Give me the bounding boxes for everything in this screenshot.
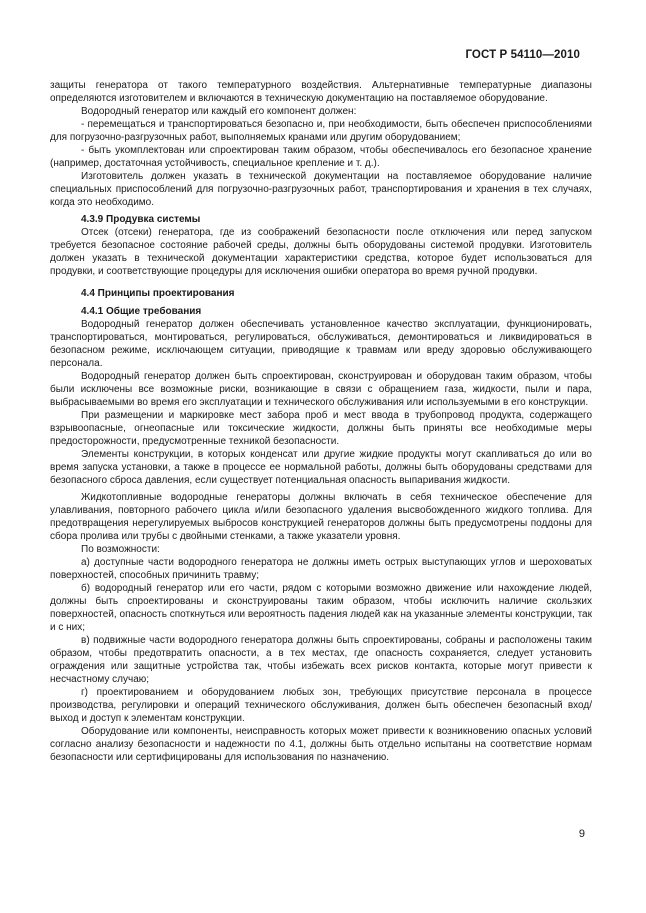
section-heading: 4.3.9 Продувка системы [81, 214, 201, 225]
document-number: ГОСТ Р 54110—2010 [465, 49, 580, 61]
paragraph: Жидкотопливные водородные генераторы должны включать в себя техническое обеспечение для улавливания, повторного рабочего цикла и/или безопасного удаления высвобожденного жидкого топлива. Для предотвращения нерегулируемых выбросов конструкцией генераторов должны быть предусмотрены поддоны для сбора пролива или трубы с двойными стенками, а также указатели уровня. [50, 492, 592, 542]
paragraph: - перемещаться и транспортироваться безопасно и, при необходимости, быть обеспечен приспособлениями для погрузочно-разгрузочных работ, выполняемых кранами или другим оборудованием; [50, 119, 592, 143]
paragraph: - быть укомплектован или спроектирован таким образом, чтобы обеспечивалось его безопасное хранение (например, достаточная устойчивость, специальное крепление и т. д.). [50, 145, 592, 169]
page-number: 9 [578, 828, 585, 840]
paragraph: б) водородный генератор или его части, рядом с которыми возможно движение или нахождение людей, должны быть спроектированы и сконструированы таким образом, чтобы исключить наличие скользких поверхностей, опасность споткнуться или вероятность падения людей как на указанные элементы конструкции, так и с них; [50, 583, 592, 633]
paragraph: в) подвижные части водородного генератора должны быть спроектированы, собраны и расположены таким образом, чтобы предотвратить опасности, а в тех местах, где опасность сохраняется, следует установить ограждения или защитные устройства так, чтобы избежать всех рисков контакта, которые могут привести к несчастному случаю; [50, 635, 592, 685]
paragraph: а) доступные части водородного генератора не должны иметь острых выступающих углов и шероховатых поверхностей, способных причинить травму; [50, 557, 592, 581]
paragraph: г) проектированием и оборудованием любых зон, требующих присутствие персонала в процессе производства, регулировки и операций технического обслуживания, должен быть обеспечен безопасный вход/выход и доступ к элементам конструкции. [50, 687, 592, 724]
paragraph: Изготовитель должен указать в технической документации на поставляемое оборудование наличие специальных приспособлений для погрузочно-разгрузочных работ, транспортирования и хранения в тех случаях, когда это необходимо. [50, 171, 592, 208]
paragraph: защиты генератора от такого температурного воздействия. Альтернативные температурные диапазоны определяются изготовителем и включаются в техническую документацию на поставляемое оборудование. [50, 80, 592, 104]
paragraph: Оборудование или компоненты, неисправность которых может привести к возникновению опасных условий согласно анализу безопасности и надежности по 4.1, должны быть отдельно испытаны на соответствие нормам безопасности или сертифицированы для использования по назначению. [50, 726, 592, 763]
section-heading: 4.4 Принципы проектирования [81, 288, 235, 299]
paragraph: Водородный генератор должен обеспечивать установленное качество эксплуатации, функционировать, транспортироваться, монтироваться, регулироваться, обслуживаться, демонтироваться и ликвидироваться в безопасном режиме, исключающем ситуации, приводящие к травмам или вреду здоровью обслуживающего персонала. [50, 319, 592, 369]
paragraph: По возможности: [81, 544, 160, 555]
section-heading: 4.4.1 Общие требования [81, 306, 202, 317]
paragraph: Водородный генератор должен быть спроектирован, сконструирован и оборудован таким образом, чтобы были исключены все возможные риски, возникающие в связи с обращением газа, жидкости, пыли и пара, выбрасываемыми во время его эксплуатации и технического обслуживания или используемыми в его конструкции. [50, 371, 592, 408]
document-body [50, 79, 592, 764]
paragraph: Отсек (отсеки) генератора, где из соображений безопасности после отключения или перед запуском требуется безопасное состояние рабочей среды, должны быть оборудованы системой продувки. Изготовитель должен указать в технической документации характеристики средства, которое будет использоваться для продувки, и соответствующие процедуры для исключения ошибки оператора во время ручной продувки. [50, 227, 592, 277]
paragraph: При размещении и маркировке мест забора проб и мест ввода в трубопровод продукта, содержащего взрывоопасные, огнеопасные или токсические жидкости, должны быть приняты все необходимые меры предосторожности, предусмотренные техникой безопасности. [50, 410, 592, 447]
paragraph: Водородный генератор или каждый его компонент должен: [81, 106, 357, 117]
paragraph: Элементы конструкции, в которых конденсат или другие жидкие продукты могут скапливаться до или во время запуска установки, а также в процессе ее нормальной работы, должны быть оборудованы средствами для безопасного сброса давления, если существует потенциальная опасность выпаривания жидкости. [50, 449, 592, 486]
